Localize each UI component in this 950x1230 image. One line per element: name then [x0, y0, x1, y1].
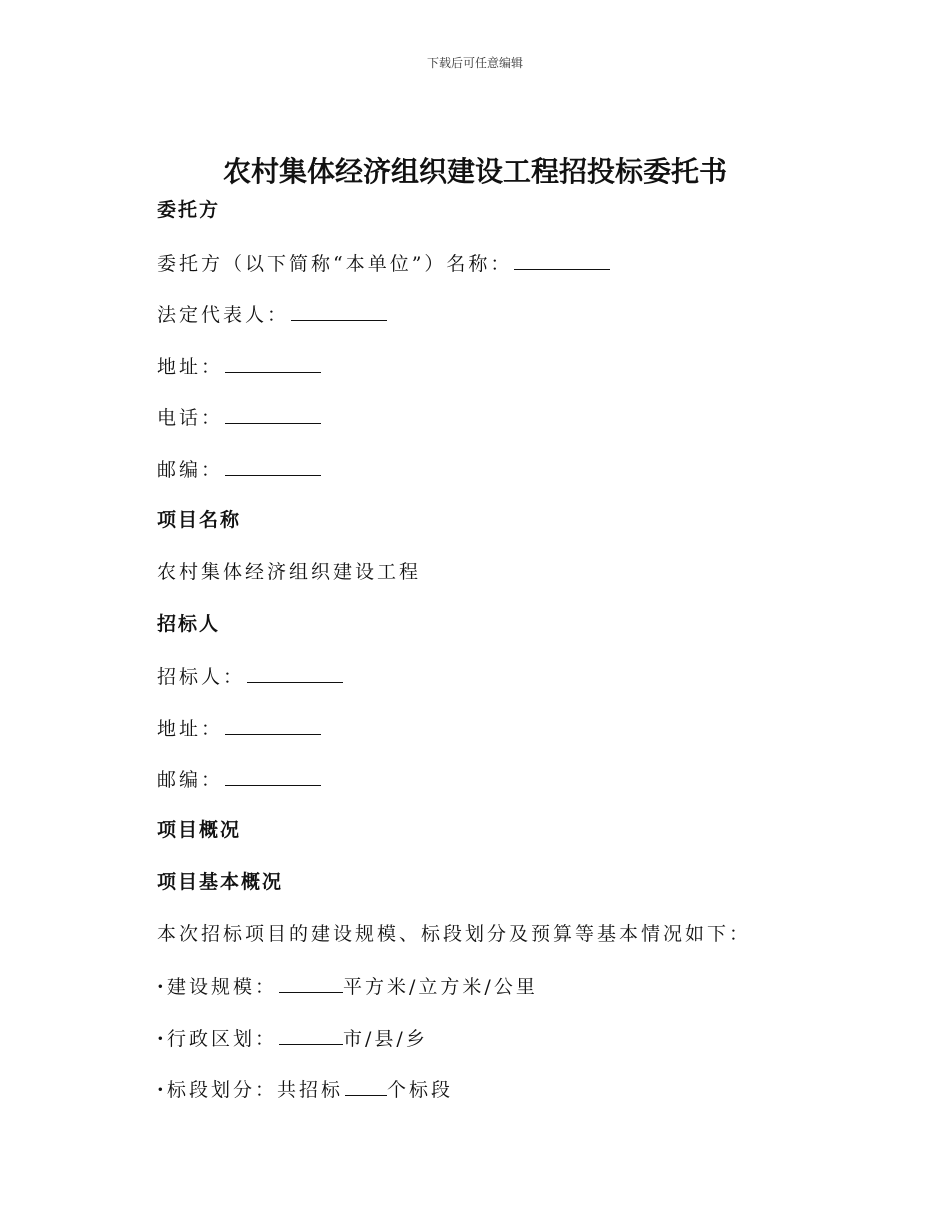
phone-blank[interactable]	[225, 404, 321, 424]
header-note: 下载后可任意编辑	[426, 56, 523, 70]
tenderer-address-row	[157, 715, 321, 741]
overview-heading: 项目概况	[157, 819, 242, 841]
tenderer-address-blank[interactable]	[225, 715, 321, 735]
client-address-label: 地址：	[157, 356, 224, 378]
lot-unit: 个标段	[387, 1079, 454, 1101]
region-blank[interactable]	[279, 1025, 343, 1045]
tenderer-blank[interactable]	[247, 663, 343, 683]
legal-rep-blank[interactable]	[291, 301, 387, 321]
phone-row	[157, 404, 321, 430]
tenderer-postcode-blank[interactable]	[225, 766, 321, 786]
phone-label: 电话：	[157, 407, 224, 429]
client-address-row	[157, 353, 321, 379]
tenderer-heading: 招标人	[157, 613, 221, 635]
scale-label: 建设规模：	[167, 976, 278, 998]
tenderer-label: 招标人：	[157, 666, 246, 688]
client-heading: 委托方	[157, 199, 221, 221]
tenderer-address-label: 地址：	[157, 718, 224, 740]
legal-rep-label: 法定代表人：	[157, 304, 290, 326]
region-unit: 市/县/乡	[343, 1028, 428, 1050]
region-row	[157, 1025, 428, 1051]
client-name-label: 委托方（以下简称“本单位”）名称：	[157, 253, 513, 275]
client-postcode-label: 邮编：	[157, 459, 224, 481]
tenderer-postcode-label: 邮编：	[157, 769, 224, 791]
tenderer-postcode-row	[157, 766, 321, 792]
client-name-row	[157, 250, 610, 276]
project-name-value: 农村集体经济组织建设工程	[157, 561, 422, 583]
scale-unit: 平方米/立方米/公里	[343, 976, 538, 998]
basic-intro-text: 本次招标项目的建设规模、标段划分及预算等基本情况如下：	[157, 923, 752, 945]
scale-blank[interactable]	[279, 973, 343, 993]
document-title: 农村集体经济组织建设工程招投标委托书	[222, 155, 727, 188]
client-name-blank[interactable]	[514, 250, 610, 270]
lot-label: 标段划分：共招标	[167, 1079, 344, 1101]
client-postcode-blank[interactable]	[225, 456, 321, 476]
legal-rep-row	[157, 301, 387, 327]
client-address-blank[interactable]	[225, 353, 321, 373]
project-name-heading: 项目名称	[157, 509, 242, 531]
basic-overview-heading: 项目基本概况	[157, 871, 284, 893]
bullet-icon: ·	[157, 1079, 167, 1101]
region-label: 行政区划：	[167, 1028, 278, 1050]
lot-row	[157, 1076, 453, 1102]
bullet-icon: ·	[157, 1028, 167, 1050]
lot-blank[interactable]	[345, 1076, 387, 1096]
bullet-icon: ·	[157, 976, 167, 998]
tenderer-row	[157, 663, 343, 689]
client-postcode-row	[157, 456, 321, 482]
scale-row	[157, 973, 538, 999]
